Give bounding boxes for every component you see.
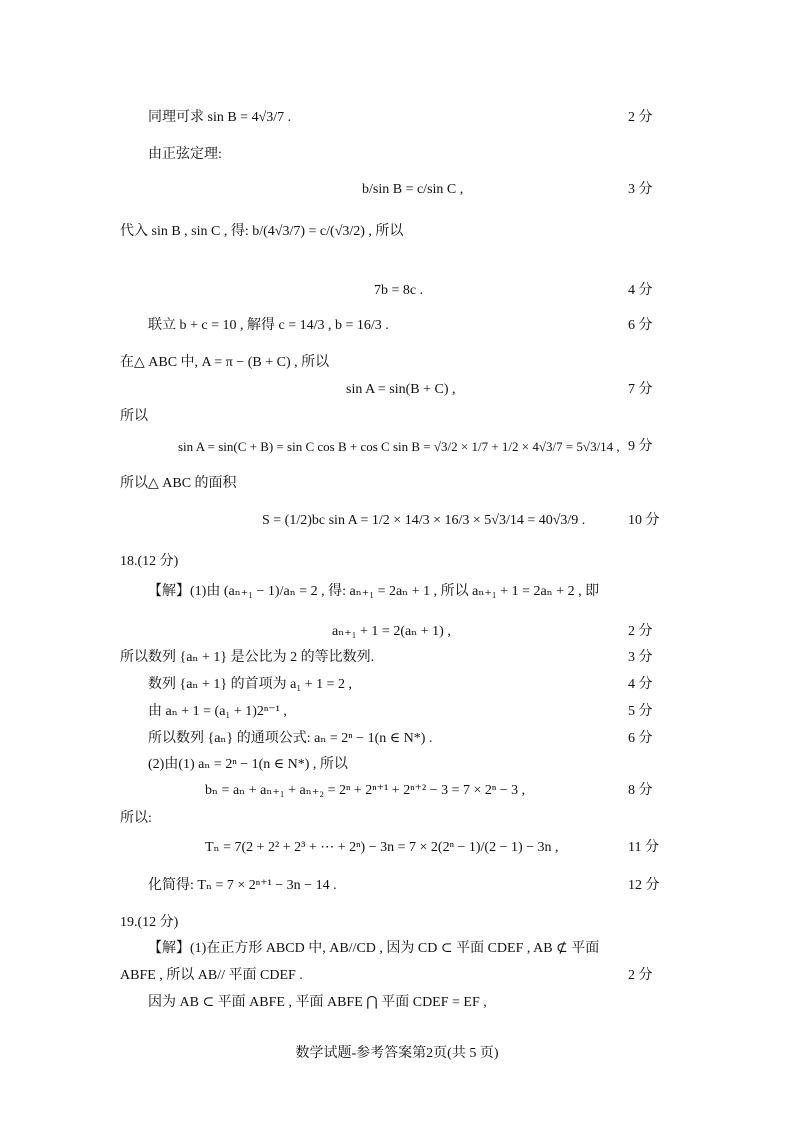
text-line: 同理可求 sin B = 4√3/7 .	[148, 110, 292, 125]
score-label: 4 分	[628, 283, 653, 298]
score-label: 6 分	[628, 731, 653, 746]
text-line: 【解】(1)由 (aₙ₊₁ − 1)/aₙ = 2 , 得: aₙ₊₁ = 2aₙ + 1 , 所以 aₙ₊₁ + 1 = 2aₙ + 2 , 即	[148, 584, 600, 599]
score-label: 2 分	[628, 624, 653, 639]
formula-line: b/sin B = c/sin C ,	[362, 182, 464, 197]
score-label: 4 分	[628, 677, 653, 692]
text-line: 由 aₙ + 1 = (a₁ + 1)2ⁿ⁻¹ ,	[148, 704, 287, 719]
formula-line: 7b = 8c .	[374, 283, 424, 298]
text-line: ABFE , 所以 AB// 平面 CDEF .	[120, 968, 303, 983]
formula-line: aₙ₊₁ + 1 = 2(aₙ + 1) ,	[332, 624, 451, 639]
text-line: 所以数列 {aₙ + 1} 是公比为 2 的等比数列.	[120, 650, 375, 665]
text-line: (2)由(1) aₙ = 2ⁿ − 1(n ∈ N*) , 所以	[148, 757, 348, 772]
formula-line: sin A = sin(C + B) = sin C cos B + cos C sin B = √3/2 × 1/7 + 1/2 × 4√3/7 = 5√3/14 ,	[178, 439, 620, 454]
score-label: 12 分	[628, 878, 660, 893]
formula-line: bₙ = aₙ + aₙ₊₁ + aₙ₊₂ = 2ⁿ + 2ⁿ⁺¹ + 2ⁿ⁺² − 3 = 7 × 2ⁿ − 3 ,	[205, 783, 526, 798]
formula-line: S = (1/2)bc sin A = 1/2 × 14/3 × 16/3 × 5√3/14 = 40√3/9 .	[262, 513, 586, 528]
score-label: 2 分	[628, 110, 653, 125]
text-line: 因为 AB ⊂ 平面 ABFE , 平面 ABFE ⋂ 平面 CDEF = EF ,	[148, 995, 487, 1010]
text-line: 所以数列 {aₙ} 的通项公式: aₙ = 2ⁿ − 1(n ∈ N*) .	[148, 731, 433, 746]
text-line: 代入 sin B , sin C , 得: b/(4√3/7) = c/(√3/2) , 所以	[120, 224, 404, 239]
formula-line: Tₙ = 7(2 + 2² + 2³ + ⋯ + 2ⁿ) − 3n = 7 × 2(2ⁿ − 1)/(2 − 1) − 3n ,	[205, 840, 559, 855]
text-line: 化简得: Tₙ = 7 × 2ⁿ⁺¹ − 3n − 14 .	[148, 878, 337, 893]
text-line: 由正弦定理:	[148, 147, 222, 162]
score-label: 10 分	[628, 513, 660, 528]
score-label: 9 分	[628, 439, 653, 454]
score-label: 2 分	[628, 968, 653, 983]
text-line: 在△ ABC 中, A = π − (B + C) , 所以	[120, 355, 330, 370]
text-line: 【解】(1)在正方形 ABCD 中, AB//CD , 因为 CD ⊂ 平面 CDEF , AB ⊄ 平面	[148, 941, 600, 956]
text-line: 所以:	[120, 811, 152, 826]
score-label: 7 分	[628, 382, 653, 397]
text-line: 联立 b + c = 10 , 解得 c = 14/3 , b = 16/3 .	[148, 318, 389, 333]
score-label: 6 分	[628, 318, 653, 333]
score-label: 11 分	[628, 840, 659, 855]
score-label: 3 分	[628, 650, 653, 665]
page-footer: 数学试题-参考答案第2页(共 5 页)	[295, 1046, 499, 1061]
score-label: 5 分	[628, 704, 653, 719]
score-label: 3 分	[628, 182, 653, 197]
text-line: 所以	[120, 409, 148, 424]
text-line: 数列 {aₙ + 1} 的首项为 a₁ + 1 = 2 ,	[148, 677, 352, 692]
text-line: 所以△ ABC 的面积	[120, 476, 237, 491]
question-heading: 19.(12 分)	[120, 915, 179, 930]
score-label: 8 分	[628, 783, 653, 798]
question-heading: 18.(12 分)	[120, 554, 179, 569]
formula-line: sin A = sin(B + C) ,	[346, 382, 456, 397]
